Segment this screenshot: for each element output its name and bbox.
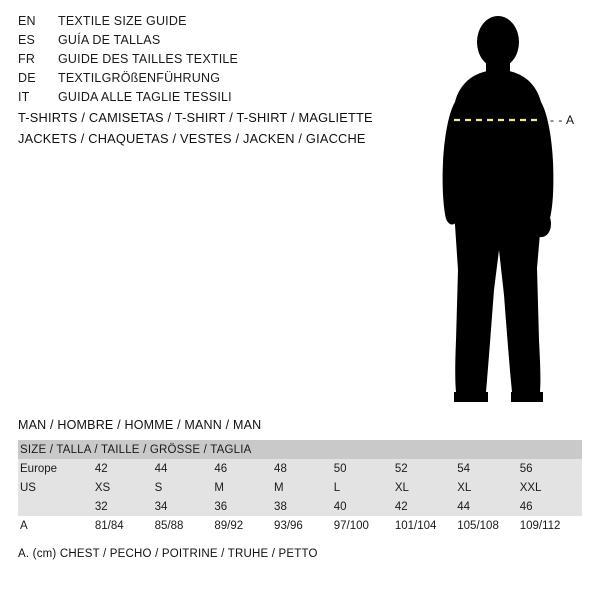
language-row — [18, 33, 398, 52]
category-jackets: JACKETS / CHAQUETAS / VESTES / JACKEN / GIACCHE — [18, 131, 366, 146]
language-code: EN — [18, 14, 36, 28]
cell: 38 — [274, 497, 334, 516]
cell: 46 — [214, 459, 274, 478]
row-label: Europe — [18, 459, 95, 478]
language-code: IT — [18, 90, 30, 104]
cell: 56 — [520, 459, 582, 478]
cell: 101/104 — [395, 516, 457, 535]
table-header-row — [18, 440, 582, 459]
language-row — [18, 52, 398, 71]
silhouette-icon — [398, 10, 598, 410]
language-row — [18, 14, 398, 33]
row-label: A — [18, 516, 95, 535]
cell: 36 — [214, 497, 274, 516]
language-text: GUIDE DES TAILLES TEXTILE — [58, 52, 239, 66]
language-row — [18, 90, 398, 109]
cell: 105/108 — [457, 516, 519, 535]
cell: 40 — [334, 497, 395, 516]
size-table-wrap — [18, 440, 582, 535]
language-text: TEXTILE SIZE GUIDE — [58, 14, 187, 28]
language-code: ES — [18, 33, 36, 47]
row-label: US — [18, 478, 95, 497]
cell: 97/100 — [334, 516, 395, 535]
measure-letter: A — [566, 113, 575, 127]
table-section-title: MAN / HOMBRE / HOMME / MANN / MAN — [18, 418, 262, 432]
measure-marker: - - — [550, 113, 563, 127]
table-row — [18, 516, 582, 535]
category-block — [18, 110, 418, 152]
cell: 54 — [457, 459, 519, 478]
cell: S — [155, 478, 215, 497]
cell: 50 — [334, 459, 395, 478]
cell: 46 — [520, 497, 582, 516]
language-text: TEXTILGRÖßENFÜHRUNG — [58, 71, 221, 85]
cell: 81/84 — [95, 516, 155, 535]
cell: 109/112 — [520, 516, 582, 535]
cell: XL — [457, 478, 519, 497]
row-label — [18, 497, 95, 516]
cell: 42 — [95, 459, 155, 478]
cell: 85/88 — [155, 516, 215, 535]
language-code: DE — [18, 71, 36, 85]
cell: XS — [95, 478, 155, 497]
language-row — [18, 71, 398, 90]
cell: 44 — [155, 459, 215, 478]
cell: 32 — [95, 497, 155, 516]
cell: XL — [395, 478, 457, 497]
footnote: A. (cm) CHEST / PECHO / POITRINE / TRUHE / PETTO — [18, 548, 318, 560]
measure-label-a — [550, 113, 575, 127]
cell: M — [214, 478, 274, 497]
cell: 44 — [457, 497, 519, 516]
cell: XXL — [520, 478, 582, 497]
cell: 42 — [395, 497, 457, 516]
language-code: FR — [18, 52, 36, 66]
cell: L — [334, 478, 395, 497]
table-row — [18, 459, 582, 478]
language-text: GUÍA DE TALLAS — [58, 33, 161, 47]
cell: 93/96 — [274, 516, 334, 535]
language-text: GUIDA ALLE TAGLIE TESSILI — [58, 90, 232, 104]
cell: 34 — [155, 497, 215, 516]
table-row — [18, 478, 582, 497]
category-tshirts: T-SHIRTS / CAMISETAS / T-SHIRT / T-SHIRT / MAGLIETTE — [18, 110, 373, 125]
table-header-label: SIZE / TALLA / TAILLE / GRÖSSE / TAGLIA — [18, 440, 582, 459]
male-silhouette-figure — [398, 10, 598, 410]
cell: 89/92 — [214, 516, 274, 535]
cell: 52 — [395, 459, 457, 478]
cell: 48 — [274, 459, 334, 478]
table-row — [18, 497, 582, 516]
size-table — [18, 440, 582, 535]
language-guide-block — [18, 14, 398, 109]
cell: M — [274, 478, 334, 497]
